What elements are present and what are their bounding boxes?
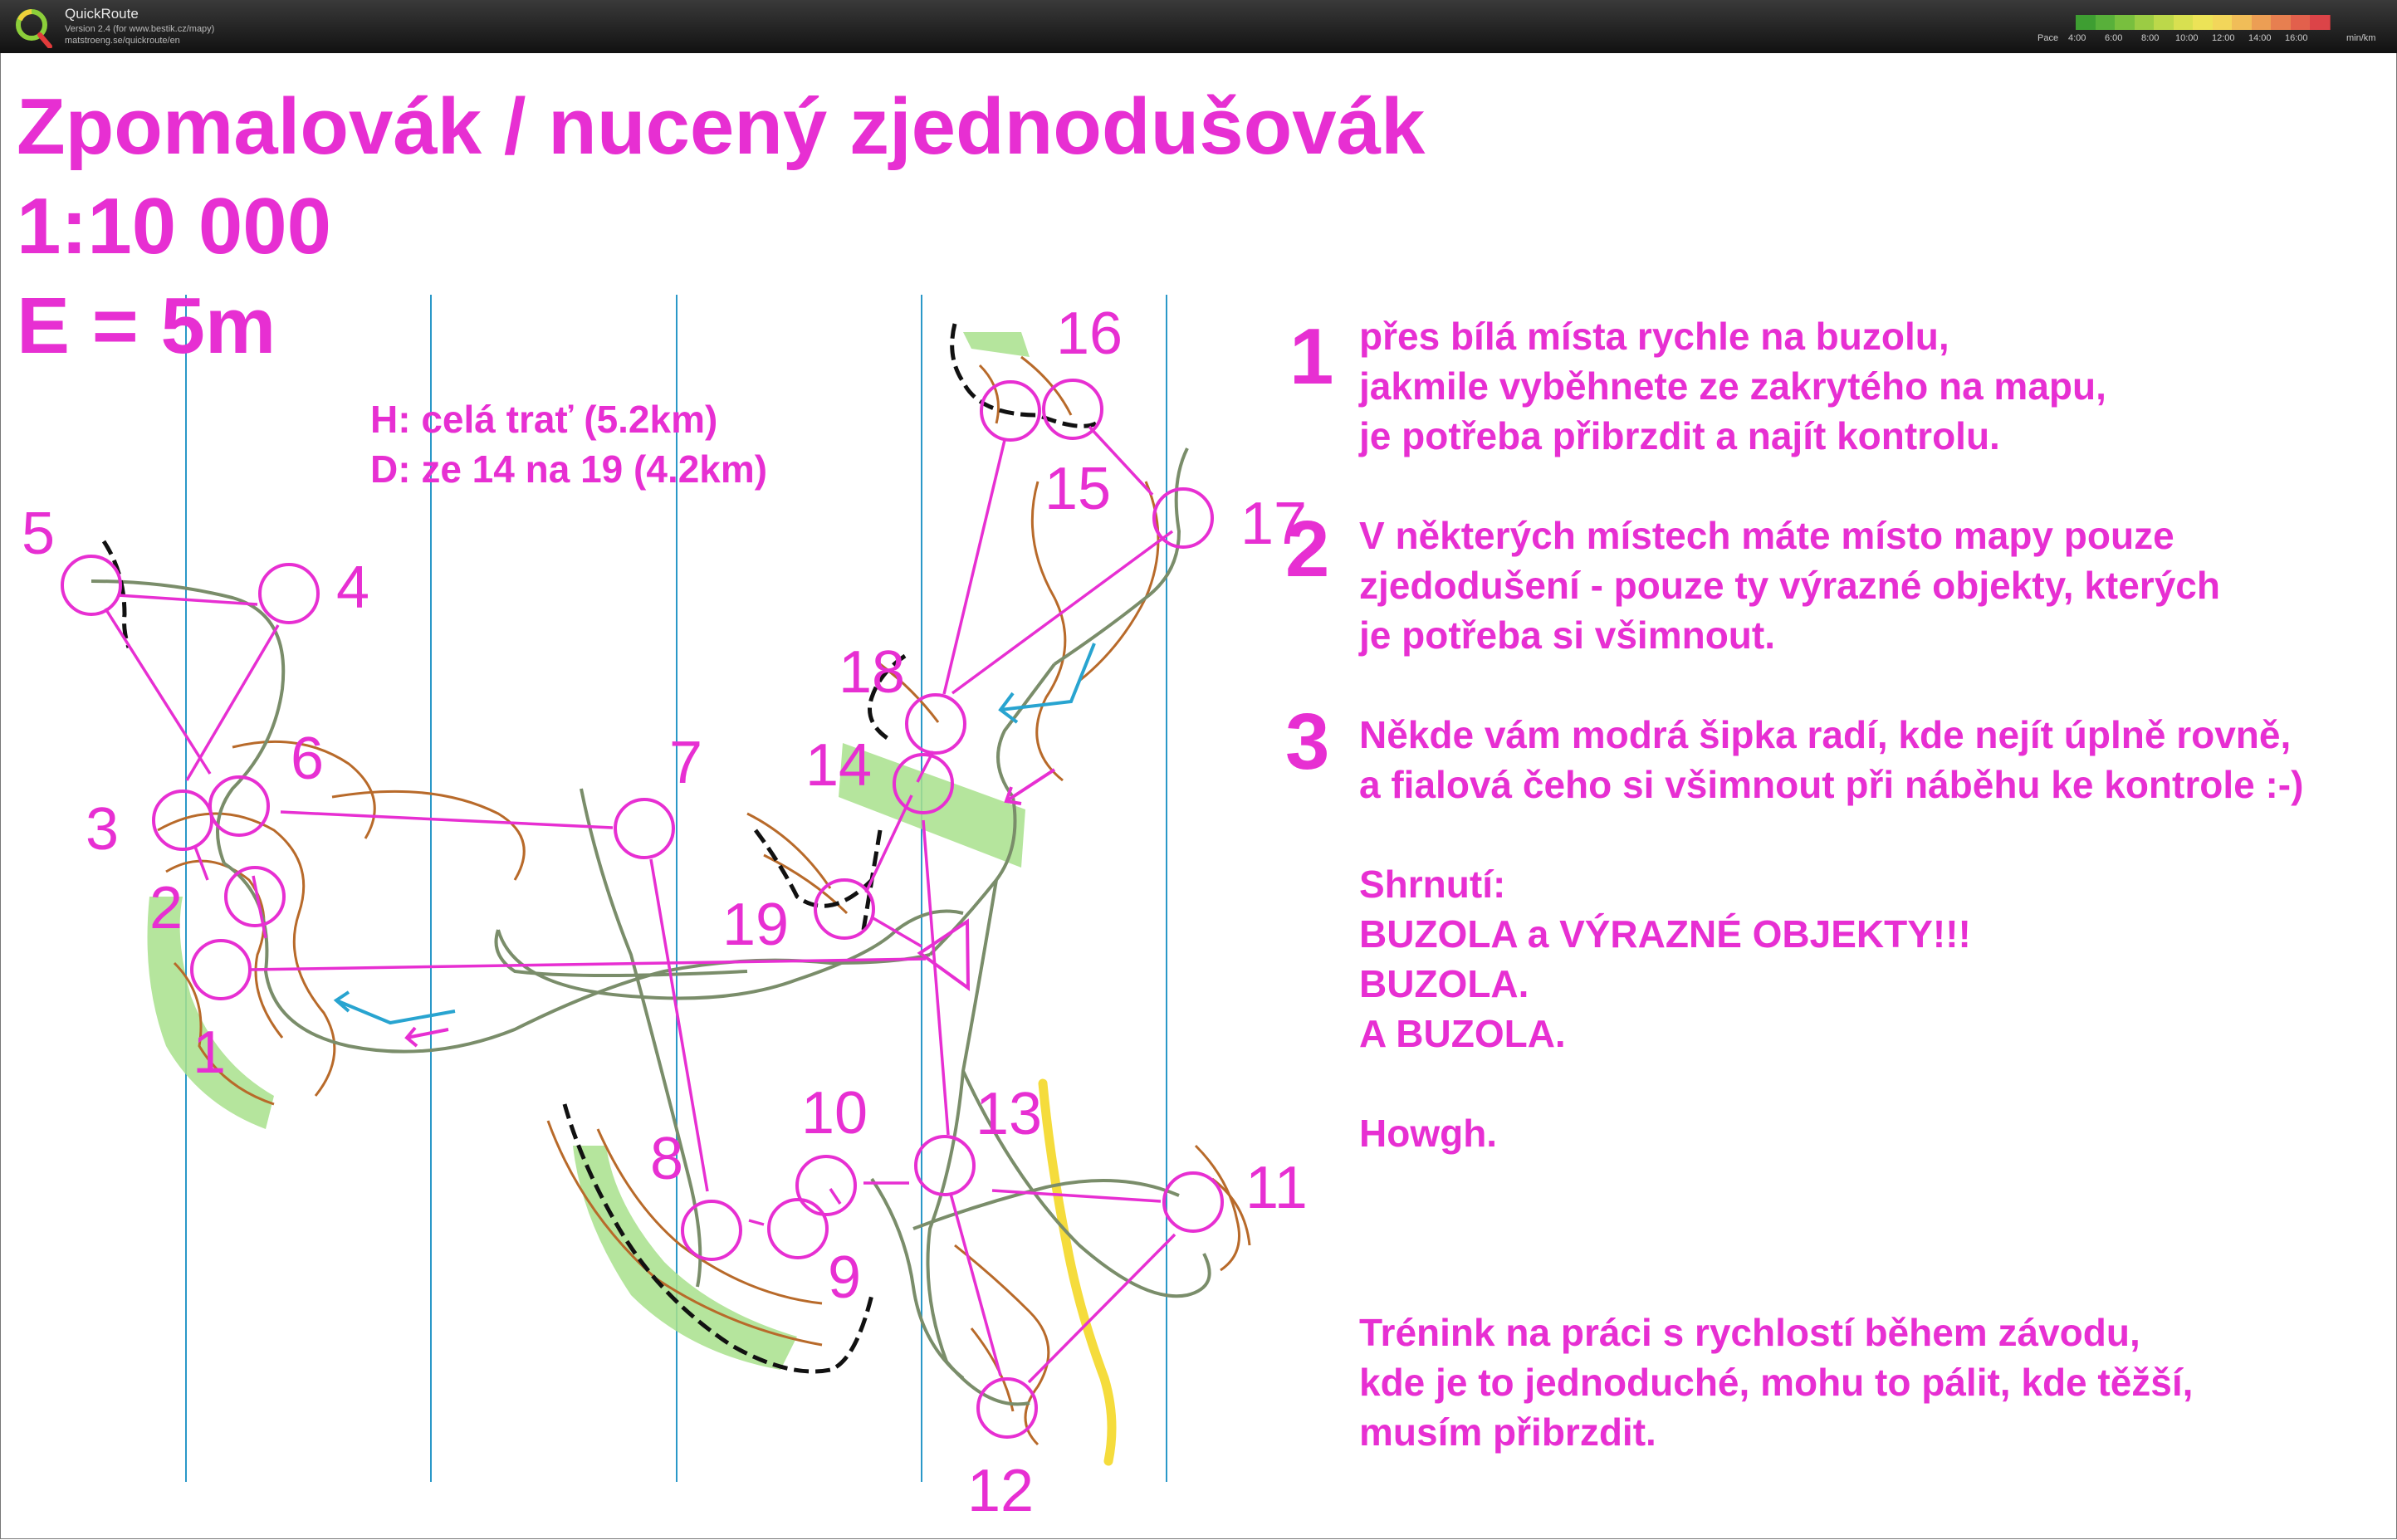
control-number: 15 — [1044, 456, 1112, 522]
pace-tick: 12:00 — [2212, 33, 2235, 43]
app-url: matstroeng.se/quickroute/en — [65, 36, 180, 46]
control-number: 4 — [336, 555, 370, 621]
pace-label: Pace — [2037, 33, 2059, 43]
control-number: 5 — [22, 501, 56, 567]
map-title: Zpomalovák / nucený zjednodušovák — [17, 82, 1426, 171]
pace-tick: 16:00 — [2285, 33, 2308, 43]
note-2-marker: 2 — [1285, 505, 1330, 594]
control-number: 2 — [149, 875, 183, 941]
summary-line: BUZOLA a VÝRAZNÉ OBJEKTY!!! — [1359, 912, 1971, 956]
training-line: kde je to jednoduché, mohu to pálit, kde těžší, — [1359, 1361, 2194, 1404]
control-number: 18 — [839, 639, 906, 706]
note-2-line: je potřeba si všimnout. — [1359, 614, 1775, 657]
pace-unit: min/km — [2346, 33, 2376, 43]
summary-line: Shrnutí: — [1359, 863, 1506, 906]
control-number: 17 — [1240, 491, 1308, 557]
summary-line: A BUZOLA. — [1359, 1012, 1566, 1055]
control-number: 14 — [805, 732, 873, 799]
app-name: QuickRoute — [65, 6, 139, 22]
pace-tick: 10:00 — [2175, 33, 2199, 43]
note-3-marker: 3 — [1285, 697, 1330, 786]
control-number: 1 — [193, 1019, 227, 1086]
course-d-info: D: ze 14 na 19 (4.2km) — [370, 447, 768, 491]
control-number: 12 — [967, 1458, 1035, 1524]
control-number: 10 — [801, 1080, 868, 1146]
yellow-open-area — [1043, 1083, 1112, 1461]
app-version: Version 2.4 (for www.bestik.cz/mapy) — [65, 24, 215, 34]
map-equidistance: E = 5m — [17, 281, 276, 370]
control-number: 8 — [650, 1126, 684, 1192]
training-line: musím přibrzdit. — [1359, 1410, 1656, 1454]
note-1-line: přes bílá místa rychle na buzolu, — [1359, 315, 1949, 358]
note-2-line: V některých místech máte místo mapy pouze — [1359, 514, 2174, 557]
control-number: 19 — [722, 892, 790, 958]
control-number: 9 — [828, 1244, 862, 1311]
pace-tick: 6:00 — [2105, 33, 2123, 43]
control-number: 16 — [1056, 301, 1123, 367]
summary-line: BUZOLA. — [1359, 962, 1529, 1005]
note-3-line: Někde vám modrá šipka radí, kde nejít úplně rovně, — [1359, 713, 2292, 756]
howgh-line: Howgh. — [1359, 1112, 1498, 1155]
pace-tick: 4:00 — [2068, 33, 2086, 43]
note-1-line: jakmile vyběhnete ze zakrytého na mapu, — [1359, 364, 2106, 408]
map-scale: 1:10 000 — [17, 182, 331, 271]
control-number: 7 — [669, 730, 703, 796]
control-number: 11 — [1245, 1155, 1308, 1221]
note-1-line: je potřeba přibrzdit a najít kontrolu. — [1359, 414, 2000, 457]
note-2-line: zjedodušení - pouze ty výrazné objekty, kterých — [1359, 564, 2220, 607]
training-line: Trénink na práci s rychlostí během závodu, — [1359, 1311, 2140, 1354]
note-1-marker: 1 — [1289, 312, 1334, 401]
course-h-info: H: celá trať (5.2km) — [370, 398, 718, 441]
pace-tick: 8:00 — [2141, 33, 2160, 43]
control-number: 6 — [291, 726, 325, 792]
control-number: 13 — [976, 1081, 1043, 1147]
pace-tick: 14:00 — [2248, 33, 2272, 43]
note-3-line: a fialová čeho si všimnout při náběhu ke kontrole :-) — [1359, 763, 2304, 806]
control-number: 3 — [86, 796, 120, 863]
